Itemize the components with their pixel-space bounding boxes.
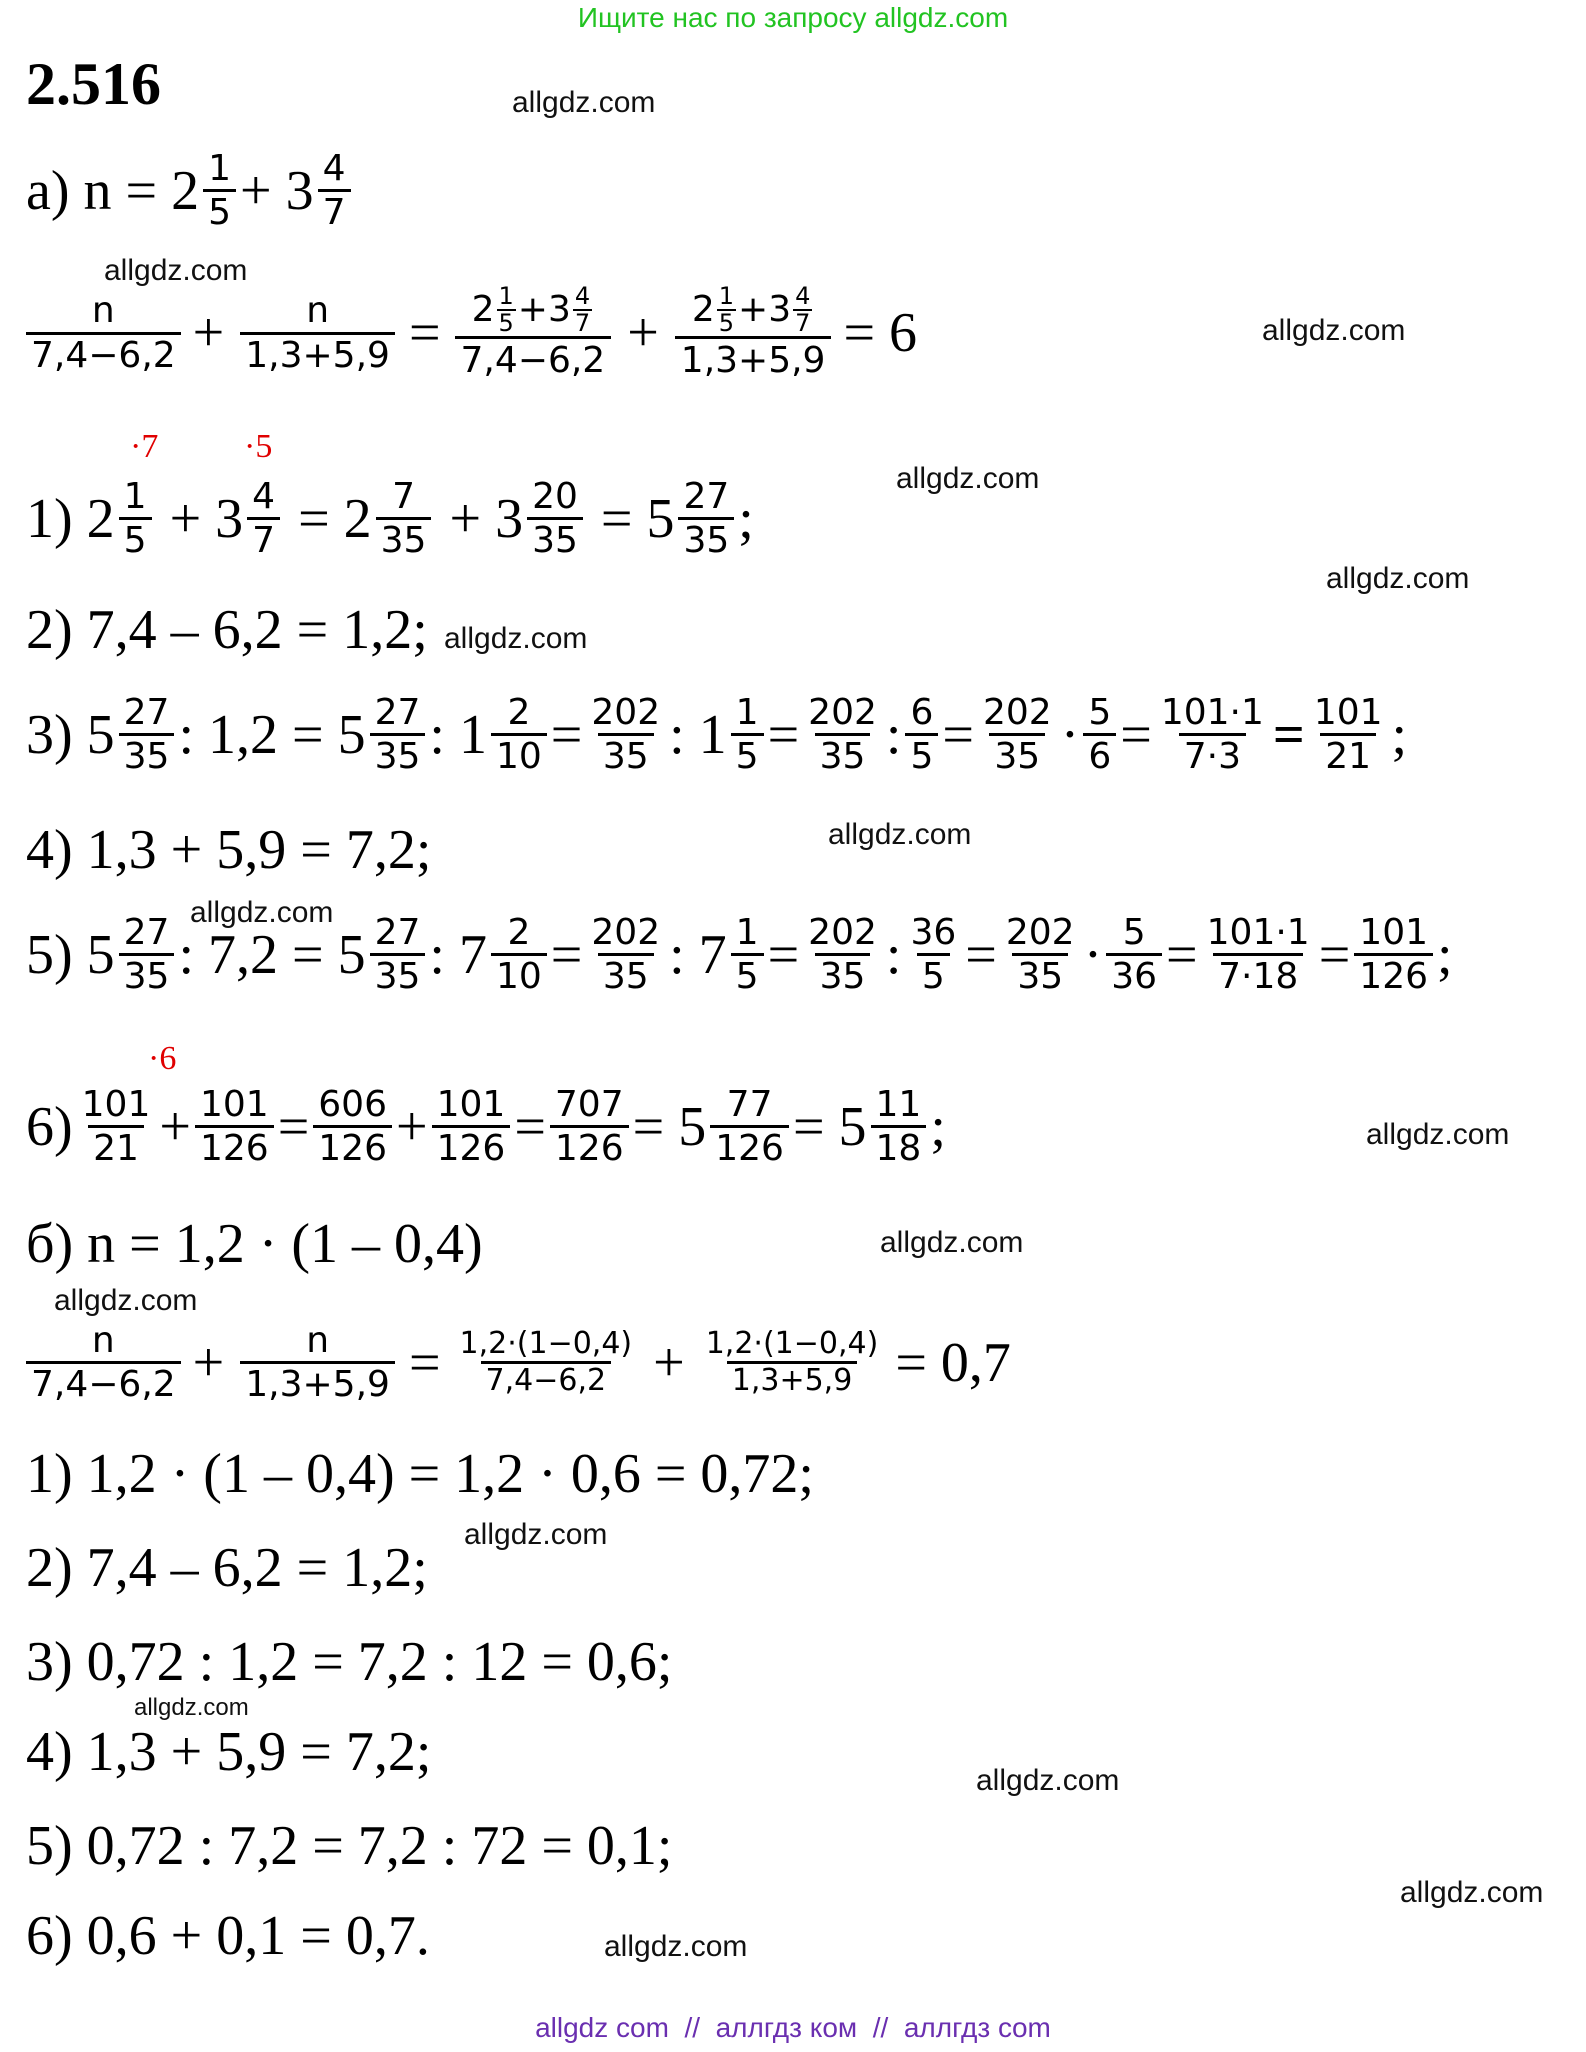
part-a-label: а) n = 2 — [26, 159, 200, 222]
numerator: 2 — [507, 692, 531, 733]
denominator: 126 — [432, 1125, 511, 1169]
operator: = — [965, 923, 997, 986]
fraction — [77, 1084, 156, 1170]
fraction — [240, 1320, 395, 1406]
whole-part: 2 — [343, 487, 372, 550]
fraction — [527, 476, 583, 562]
operator: + — [155, 487, 216, 550]
numerator: n — [91, 290, 115, 332]
fraction — [586, 692, 665, 778]
numerator: 77 — [726, 1084, 773, 1125]
operator: = — [1120, 703, 1152, 766]
numerator: 101·1 — [1206, 912, 1310, 953]
fraction — [119, 912, 175, 998]
numerator: 202 — [808, 692, 877, 733]
equals-sign: = — [408, 1331, 441, 1394]
multiplier-annotation: ·7 — [130, 428, 159, 465]
fraction — [376, 476, 432, 562]
denominator: 21 — [1320, 733, 1376, 777]
denominator: 7 — [574, 309, 591, 338]
step-a1 — [26, 476, 754, 562]
operator-text: : 7,2 = 5 — [178, 923, 366, 986]
denominator: 10 — [491, 953, 547, 997]
denominator: 5 — [731, 953, 764, 997]
part-a-definition — [26, 148, 355, 234]
numerator: 5 — [1122, 912, 1146, 953]
fraction — [119, 476, 152, 562]
step-a3 — [26, 692, 1407, 778]
denominator: 1,3+5,9 — [675, 336, 832, 382]
step-a5 — [26, 912, 1453, 998]
numerator: n — [91, 1320, 115, 1361]
denominator: 7,4−6,2 — [455, 336, 612, 382]
fraction — [1309, 692, 1388, 778]
operator-text: : 1 — [429, 703, 487, 766]
denominator: 35 — [989, 733, 1045, 777]
denominator: 7·3 — [1179, 733, 1246, 777]
denominator: 21 — [88, 1125, 144, 1169]
operator: = — [792, 1095, 839, 1158]
fraction — [247, 476, 280, 562]
operator: + — [159, 1095, 191, 1158]
fraction — [1156, 692, 1269, 778]
fraction — [240, 290, 395, 376]
fraction — [586, 912, 665, 998]
numerator: 101 — [1359, 912, 1429, 953]
semicolon: ; — [1437, 923, 1453, 986]
denominator: 5 — [119, 517, 152, 561]
fraction — [905, 692, 938, 778]
step-text: 5) 0,72 : 7,2 = 7,2 : 72 = 0,1; — [26, 1815, 673, 1877]
small-fraction — [717, 284, 736, 336]
step-text: 2) 7,4 – 6,2 = 1,2; — [26, 599, 428, 661]
denominator: 7 — [247, 517, 280, 561]
step-b5 — [26, 1815, 673, 1877]
small-fraction — [497, 284, 516, 336]
fraction — [1202, 912, 1315, 998]
numerator: 202 — [982, 692, 1052, 733]
operator: = — [514, 1095, 546, 1158]
denominator: 7 — [318, 189, 351, 233]
plus-term: +3 — [738, 289, 792, 331]
denominator: 126 — [550, 1125, 629, 1169]
numerator: 27 — [374, 912, 421, 953]
denominator: 35 — [678, 517, 734, 561]
operator: = — [767, 703, 800, 766]
part-b-label: б) n = 1,2 · (1 – 0,4) — [26, 1213, 483, 1275]
numerator: 202 — [808, 912, 877, 953]
nested-fraction — [675, 284, 832, 383]
fraction — [803, 912, 882, 998]
operator: = — [942, 703, 974, 766]
denominator: 7,4−6,2 — [481, 1361, 612, 1399]
numerator: n — [306, 290, 330, 332]
numerator: 1 — [498, 282, 514, 310]
operator: = — [767, 923, 800, 986]
whole-part: 3 — [495, 487, 524, 550]
operator: = — [586, 487, 647, 550]
numerator: 202 — [591, 692, 661, 733]
numerator: 5 — [1088, 692, 1112, 733]
operator: : — [885, 923, 902, 986]
numerator: 27 — [123, 912, 170, 953]
numerator: 606 — [318, 1084, 387, 1125]
denominator: 1,3+5,9 — [727, 1361, 858, 1399]
watermark: allgdz.com — [190, 896, 334, 929]
step-label: 1) 2 — [26, 487, 115, 550]
fraction — [1106, 912, 1162, 998]
fraction — [119, 692, 175, 778]
numerator: 1 — [735, 912, 759, 953]
watermark: allgdz.com — [444, 622, 588, 655]
fraction — [731, 692, 764, 778]
operator: = — [284, 487, 344, 550]
watermark: allgdz.com — [896, 462, 1040, 495]
denominator: 5 — [498, 309, 514, 338]
operator: · — [1083, 923, 1103, 986]
fraction — [491, 692, 547, 778]
operator-text: : 1,2 = 5 — [178, 703, 366, 766]
plus-sign: + — [192, 1331, 225, 1394]
denominator: 18 — [871, 1125, 927, 1169]
operator-text: : 7 — [669, 923, 727, 986]
step-text: 4) 1,3 + 5,9 = 7,2; — [26, 1721, 432, 1783]
fraction — [313, 1084, 392, 1170]
step-text: 2) 7,4 – 6,2 = 1,2; — [26, 1537, 428, 1599]
numerator: 7 — [392, 476, 416, 517]
numerator: 2 — [507, 912, 531, 953]
operator-text: : 7 — [429, 923, 487, 986]
numerator: 27 — [683, 476, 730, 517]
watermark: allgdz.com — [104, 254, 248, 287]
denominator: 126 — [710, 1125, 789, 1169]
numerator: 20 — [532, 476, 578, 517]
fraction — [731, 912, 764, 998]
operator: · — [1060, 703, 1080, 766]
numerator: 6 — [910, 692, 934, 733]
whole-part: 5 — [678, 1095, 707, 1158]
operator: + — [435, 487, 496, 550]
part-b-expression — [26, 1320, 1011, 1406]
plus-sign: + — [653, 1331, 685, 1394]
search-hint-header[interactable]: Ищите нас по запросу allgdz.com — [577, 2, 1009, 33]
fraction — [370, 912, 426, 998]
numerator: 1,2·(1−0,4) — [705, 1325, 879, 1361]
denominator: 7,4−6,2 — [26, 1361, 181, 1405]
operator: = — [550, 923, 583, 986]
numerator: 27 — [374, 692, 421, 733]
denominator: 35 — [119, 733, 175, 777]
multiplier-annotation: ·5 — [244, 428, 273, 465]
result: = 6 — [843, 302, 918, 365]
step-b1 — [26, 1443, 814, 1505]
whole-part: 3 — [215, 487, 244, 550]
denominator: 35 — [1012, 953, 1068, 997]
step-b4 — [26, 1721, 432, 1783]
numerator: 101 — [199, 1084, 269, 1125]
denominator: 126 — [1354, 953, 1433, 997]
denominator: 5 — [905, 733, 938, 777]
step-a2 — [26, 599, 428, 661]
fraction — [195, 1084, 274, 1170]
operator: : — [885, 703, 902, 766]
step-label: 5) 5 — [26, 923, 115, 986]
equals-sign: = — [408, 302, 441, 365]
watermark: allgdz.com — [976, 1764, 1120, 1797]
nested-fraction — [455, 284, 612, 383]
fraction — [491, 912, 547, 998]
denominator: 126 — [313, 1125, 392, 1169]
denominator: 5 — [731, 733, 764, 777]
footer-links[interactable]: allgdz com // аллгдз ком // аллгдз com — [535, 2012, 1051, 2043]
numerator: 1 — [123, 476, 147, 517]
numerator: 101·1 — [1160, 692, 1264, 733]
numerator: 4 — [252, 476, 276, 517]
watermark: allgdz.com — [1262, 314, 1406, 347]
part-a-expression — [26, 284, 917, 383]
step-label: 6) — [26, 1095, 73, 1158]
numerator: n — [306, 1320, 330, 1361]
fraction — [678, 476, 734, 562]
numerator: 1,2·(1−0,4) — [459, 1325, 633, 1361]
watermark: allgdz.com — [604, 1930, 748, 1963]
watermark: allgdz.com — [1400, 1876, 1544, 1909]
plus-sign: + — [627, 302, 659, 365]
watermark: allgdz.com — [134, 1694, 249, 1721]
fraction — [432, 1084, 511, 1170]
step-text: 6) 0,6 + 0,1 = 0,7. — [26, 1905, 430, 1967]
denominator: 35 — [370, 733, 426, 777]
watermark: allgdz.com — [1326, 562, 1470, 595]
numerator: 707 — [554, 1084, 624, 1125]
operator: = — [277, 1095, 310, 1158]
nested-numerator — [688, 284, 819, 336]
numerator: 202 — [591, 912, 661, 953]
numerator: 101 — [436, 1084, 506, 1125]
fraction — [26, 1320, 181, 1406]
part-b-definition — [26, 1213, 483, 1275]
fraction — [701, 1327, 884, 1399]
whole-part: 5 — [838, 1095, 867, 1158]
denominator: 35 — [376, 517, 432, 561]
numerator: 11 — [875, 1084, 922, 1125]
result: = 0,7 — [895, 1331, 1011, 1394]
operator: = — [1318, 923, 1351, 986]
operator: = — [632, 1095, 679, 1158]
operator: + — [396, 1095, 428, 1158]
step-b6 — [26, 1905, 430, 1967]
denominator: 7,4−6,2 — [26, 332, 181, 376]
small-fraction — [793, 284, 812, 336]
numerator: 1 — [208, 148, 231, 189]
step-b3 — [26, 1631, 673, 1693]
fraction — [1354, 912, 1433, 998]
denominator: 7·18 — [1213, 953, 1303, 997]
watermark: allgdz.com — [1366, 1118, 1510, 1151]
step-text: 1) 1,2 · (1 – 0,4) = 1,2 · 0,6 = 0,72; — [26, 1443, 814, 1505]
numerator: 4 — [322, 148, 346, 189]
numerator: 101 — [81, 1084, 151, 1125]
plus-term: +3 — [517, 289, 571, 331]
denominator: 35 — [370, 953, 426, 997]
fraction — [1001, 912, 1080, 998]
watermark: allgdz.com — [54, 1284, 198, 1317]
whole-part: 2 — [471, 289, 495, 331]
denominator: 5 — [718, 309, 735, 338]
semicolon: ; — [1391, 703, 1408, 766]
whole-part: 5 — [646, 487, 675, 550]
denominator: 10 — [491, 733, 547, 777]
fraction — [203, 148, 236, 234]
denominator: 5 — [203, 189, 236, 233]
fraction — [318, 148, 351, 234]
numerator: 101 — [1313, 692, 1383, 733]
step-text: 3) 0,72 : 1,2 = 7,2 : 12 = 0,6; — [26, 1631, 673, 1693]
plus-term: + 3 — [240, 159, 314, 222]
fraction — [710, 1084, 789, 1170]
numerator: 4 — [574, 282, 591, 310]
watermark: allgdz.com — [828, 818, 972, 851]
denominator: 1,3+5,9 — [240, 332, 395, 376]
fraction — [905, 912, 961, 998]
denominator: 126 — [195, 1125, 274, 1169]
numerator: 1 — [718, 282, 735, 310]
problem-number: 2.516 — [26, 51, 161, 117]
watermark: allgdz.com — [464, 1518, 608, 1551]
numerator: 4 — [795, 282, 811, 310]
small-fraction — [573, 284, 592, 336]
denominator: 35 — [598, 733, 654, 777]
operator: = — [1166, 923, 1198, 986]
fraction — [803, 692, 882, 778]
fraction — [370, 692, 426, 778]
fraction — [455, 1327, 638, 1399]
denominator: 7 — [795, 309, 811, 338]
numerator: 27 — [123, 692, 170, 733]
watermark: allgdz.com — [880, 1226, 1024, 1259]
step-b2 — [26, 1537, 428, 1599]
denominator: 35 — [527, 517, 583, 561]
numerator: 1 — [735, 692, 759, 733]
plus-sign: + — [192, 302, 225, 365]
denominator: 35 — [815, 733, 871, 777]
fraction — [978, 692, 1057, 778]
semicolon: ; — [738, 487, 754, 550]
step-label: 3) 5 — [26, 703, 115, 766]
fraction — [550, 1084, 629, 1170]
nested-numerator — [468, 284, 599, 336]
denominator: 35 — [815, 953, 871, 997]
fraction — [871, 1084, 927, 1170]
denominator: 5 — [917, 953, 950, 997]
denominator: 36 — [1106, 953, 1162, 997]
operator-text: : 1 — [669, 703, 727, 766]
step-a4 — [26, 819, 432, 881]
operator: = — [1272, 703, 1305, 766]
watermark: allgdz.com — [512, 86, 656, 119]
denominator: 6 — [1083, 733, 1116, 777]
denominator: 35 — [119, 953, 175, 997]
fraction — [1083, 692, 1116, 778]
step-text: 4) 1,3 + 5,9 = 7,2; — [26, 819, 432, 881]
fraction — [26, 290, 181, 376]
denominator: 35 — [598, 953, 654, 997]
operator: = — [550, 703, 583, 766]
numerator: 202 — [1005, 912, 1075, 953]
semicolon: ; — [930, 1095, 946, 1158]
numerator: 36 — [910, 912, 957, 953]
whole-part: 2 — [691, 289, 715, 331]
multiplier-annotation: ·6 — [148, 1040, 177, 1077]
denominator: 1,3+5,9 — [240, 1361, 395, 1405]
step-a6 — [26, 1084, 946, 1170]
